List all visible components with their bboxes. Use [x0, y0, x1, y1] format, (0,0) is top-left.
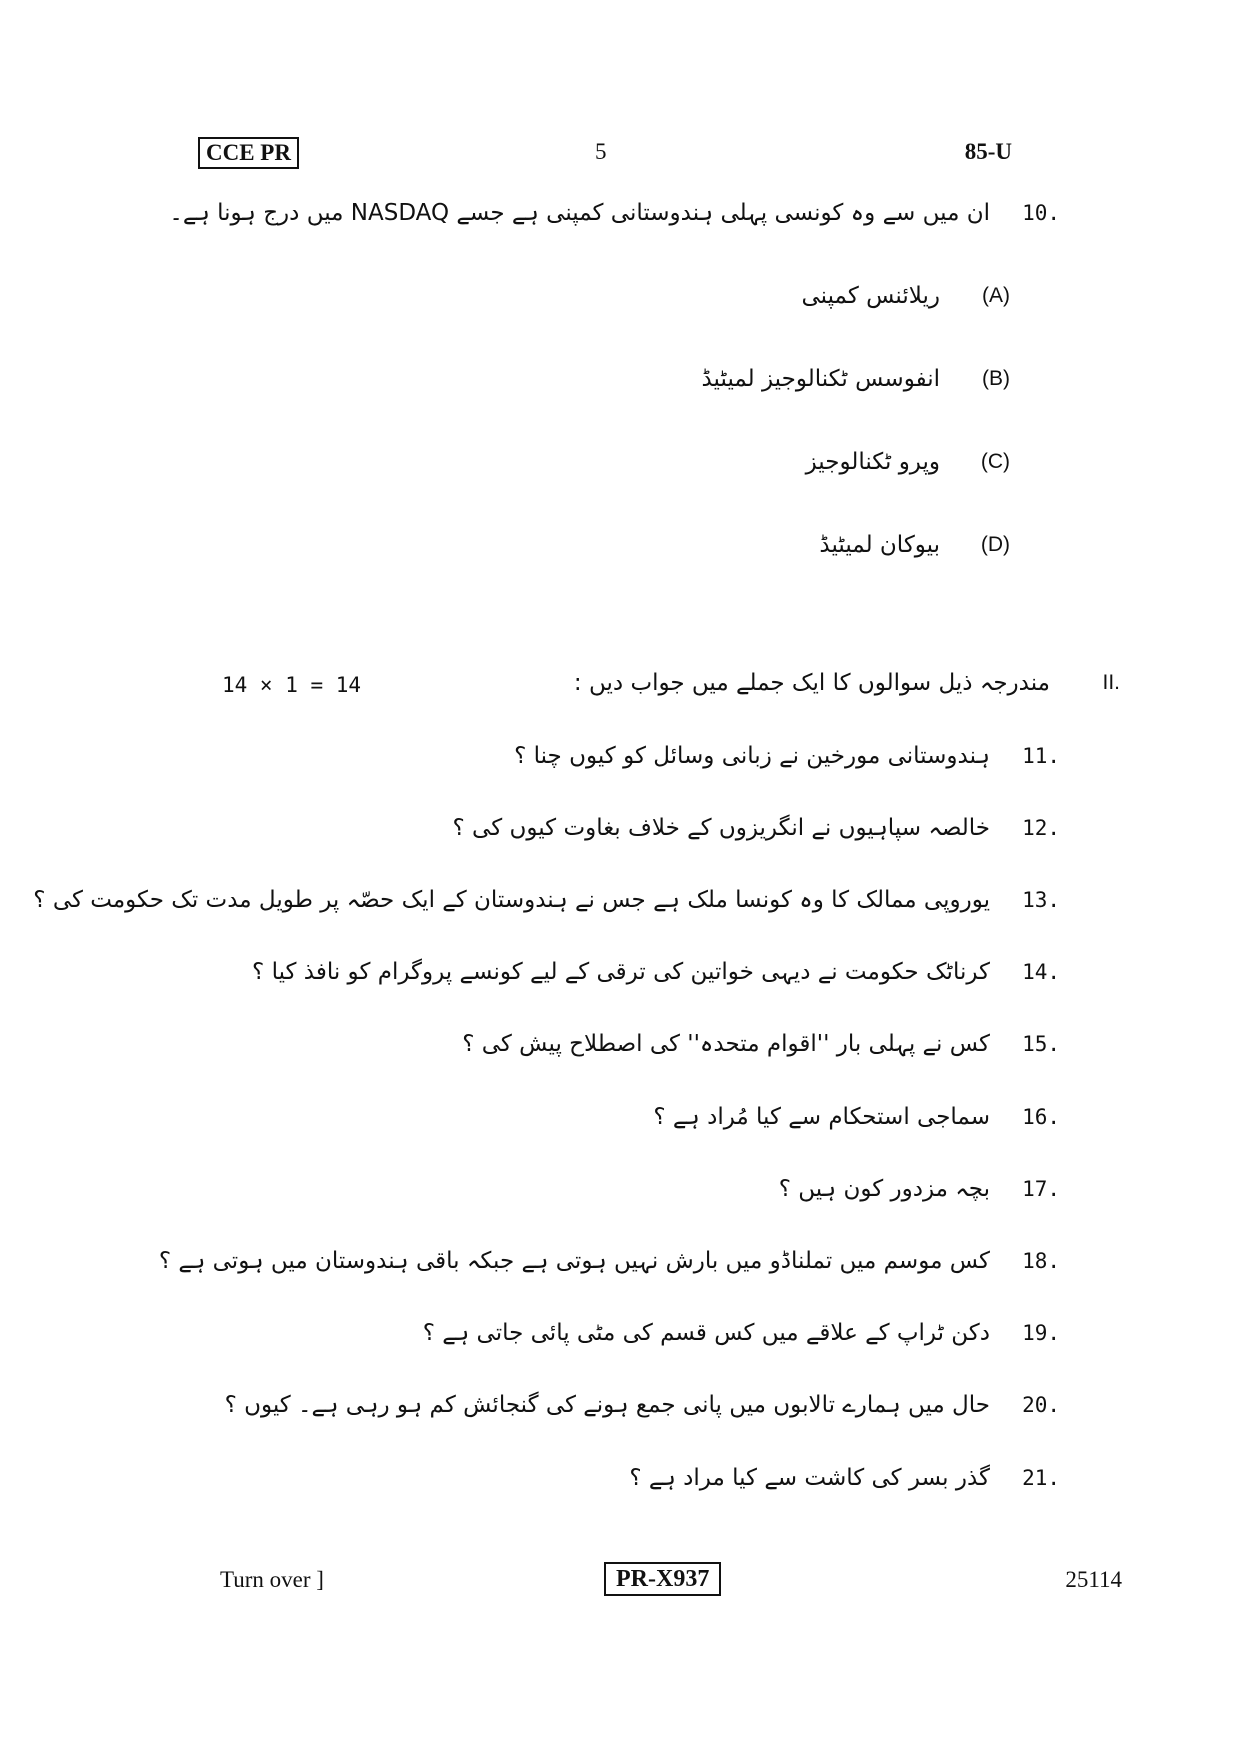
option-text: بیوکان لمیٹیڈ [819, 532, 940, 558]
question-text: خالصہ سپاہیوں نے انگریزوں کے خلاف بغاوت کیوں کی ؟ [452, 815, 990, 841]
header-box-label: CCE PR [198, 137, 299, 169]
question-text: بچہ مزدور کون ہیں ؟ [778, 1176, 990, 1202]
section-marks: 14 × 1 = 14 [222, 673, 362, 697]
option-b [701, 366, 1010, 392]
question-21 [629, 1465, 1060, 1491]
option-text: انفوسس ٹکنالوجیز لمیٹیڈ [701, 366, 940, 392]
question-number: 15. [1022, 1032, 1060, 1056]
section-heading [574, 670, 1120, 696]
question-text: سماجی استحکام سے کیا مُراد ہے ؟ [653, 1104, 990, 1130]
question-text: کس نے پہلی بار ''اقوام متحدہ'' کی اصطلاح پیش کی ؟ [462, 1031, 990, 1057]
question-number: 14. [1022, 960, 1060, 984]
question-number: 20. [1022, 1393, 1060, 1417]
section-roman: II. [1102, 671, 1120, 694]
option-label: (C) [980, 450, 1010, 473]
question-text: حال میں ہمارے تالابوں میں پانی جمع ہونے کی گنجائش کم ہو رہی ہے۔ کیوں ؟ [224, 1392, 990, 1418]
option-label: (A) [982, 284, 1010, 307]
question-number: 11. [1022, 744, 1060, 768]
option-a [801, 283, 1010, 309]
question-17 [779, 1176, 1060, 1202]
question-text: ہندوستانی مورخین نے زبانی وسائل کو کیوں چنا ؟ [514, 743, 990, 769]
question-16 [653, 1104, 1060, 1130]
question-number: 17. [1022, 1177, 1060, 1201]
question-text: کس موسم میں تملناڈو میں بارش نہیں ہوتی ہے جبکہ باقی ہندوستان میں ہوتی ہے ؟ [158, 1248, 990, 1274]
paper-id-box: PR-X937 [604, 1562, 721, 1596]
option-d [819, 532, 1010, 558]
question-number: 18. [1022, 1249, 1060, 1273]
question-number: 16. [1022, 1105, 1060, 1129]
question-15 [462, 1031, 1060, 1057]
question-12 [453, 815, 1060, 841]
question-number: 19. [1022, 1321, 1060, 1345]
option-c [806, 449, 1010, 475]
page-number: 5 [595, 139, 607, 164]
question-text: یوروپی ممالک کا وہ کونسا ملک ہے جس نے ہندوستان کے ایک حصّہ پر طویل مدت تک حکومت کی ؟ [33, 887, 990, 913]
question-11 [514, 743, 1060, 769]
question-19 [423, 1320, 1060, 1346]
question-number: 12. [1022, 816, 1060, 840]
question-10 [169, 200, 1060, 226]
question-text: دکن ٹراپ کے علاقے میں کس قسم کی مٹی پائی جاتی ہے ؟ [422, 1320, 990, 1346]
option-label: (D) [980, 533, 1010, 556]
question-18 [159, 1248, 1060, 1274]
option-label: (B) [982, 367, 1010, 390]
turn-over-label: Turn over ] [220, 1567, 324, 1592]
section-instruction: مندرجہ ذیل سوالوں کا ایک جملے میں جواب دیں : [573, 670, 1050, 696]
question-text: گذر بسر کی کاشت سے کیا مراد ہے ؟ [629, 1465, 990, 1491]
question-number: 13. [1022, 888, 1060, 912]
question-13 [33, 887, 1060, 913]
option-text: ریلائنس کمپنی [801, 283, 940, 309]
question-text: ان میں سے وہ کونسی پہلی ہندوستانی کمپنی ہے جسے NASDAQ میں درج ہونا ہے۔ [169, 200, 990, 226]
paper-code: 85-U [964, 139, 1012, 164]
serial-number: 25114 [1065, 1567, 1122, 1592]
question-number: 10. [1022, 201, 1060, 225]
question-number: 21. [1022, 1466, 1060, 1490]
question-text: کرناٹک حکومت نے دیہی خواتین کی ترقی کے لیے کونسے پروگرام کو نافذ کیا ؟ [252, 959, 990, 985]
option-text: وپرو ٹکنالوجیز [805, 449, 940, 475]
question-20 [225, 1392, 1060, 1418]
question-14 [252, 959, 1060, 985]
